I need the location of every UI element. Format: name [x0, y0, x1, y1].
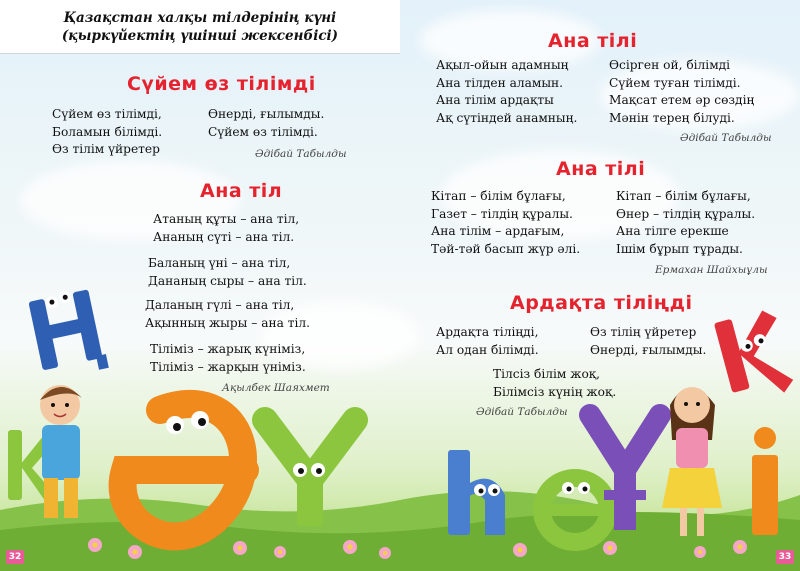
poem-line: Сүйем туған тілімді.: [609, 75, 741, 90]
poem-line: Өнерді, ғылымды.: [590, 342, 707, 357]
poem-line: Тілсіз білім жоқ,: [493, 367, 601, 381]
poem-title: Ана тілі: [556, 158, 646, 180]
poem-stanza: [493, 366, 616, 401]
poem-stanza: [150, 341, 306, 376]
letter-i-icon: [752, 427, 778, 535]
header-title: Қазақстан халқы тілдерінің күні: [63, 10, 337, 26]
poem-line: Тәй-тәй басып жүр әлі.: [431, 241, 581, 256]
poem-line: Сүйем өз тілімді,: [52, 107, 162, 121]
poem-title: Ана тілі: [548, 30, 638, 52]
poem-column: [431, 188, 580, 258]
poem-line: Атаның құты – ана тіл,: [153, 212, 300, 226]
poem-author: Ақылбек Шаяхмет: [222, 382, 330, 394]
poem-line: Газет – тілдің құралы.: [431, 206, 573, 221]
poem-line: Ал одан білімді.: [436, 342, 539, 357]
poem-column: [590, 324, 706, 359]
poem-line: Өз тілім үйретер: [52, 142, 160, 156]
page-header-banner: [0, 0, 400, 54]
poem-title: Ардақта тіліңді: [510, 292, 693, 314]
poem-line: Сүйем өз тілімді.: [208, 124, 318, 139]
poem-author: Әдібай Табылды: [680, 132, 772, 144]
poem-line: Боламын білімді.: [52, 124, 163, 139]
poem-line: Мәнін терең білуді.: [609, 110, 735, 125]
page-number: 33: [776, 550, 794, 564]
poem-stanza: [153, 211, 299, 246]
poem-line: Ардақта тіліңді,: [436, 325, 539, 339]
poem-column: [609, 57, 754, 127]
letter-k-icon: [714, 307, 796, 405]
poem-line: Ақ сүтіндей анамның.: [436, 110, 578, 125]
poem-line: Өсірген ой, білімді: [609, 58, 731, 72]
poem-line: Дананың сыры – ана тіл.: [148, 273, 307, 288]
poem-line: Даланың гүлі – ана тіл,: [145, 298, 295, 312]
poem-column: [52, 106, 162, 159]
poem-line: Тіліміз – жарқын үніміз.: [150, 359, 306, 374]
poem-line: Кітап – білім бұлағы,: [431, 189, 566, 203]
poem-line: Ішім бұрып тұрады.: [616, 241, 743, 256]
poem-line: Ана тілім ардақты: [436, 93, 554, 107]
boy-figure: [40, 385, 82, 518]
poem-author: Әдібай Табылды: [255, 148, 347, 160]
poem-title: Ана тіл: [200, 180, 283, 202]
poem-line: Ана тілден аламын.: [436, 75, 564, 90]
poem-line: Тіліміз – жарық күніміз,: [150, 342, 306, 356]
header-subtitle: (қыркүйектің үшінші жексенбісі): [61, 28, 339, 44]
poem-stanza: [148, 255, 307, 290]
poem-column: [436, 57, 577, 127]
poem-column: [436, 324, 539, 359]
poem-line: Ақыл-ойын адамның: [436, 58, 569, 72]
poem-line: Білімсіз күнің жоқ.: [493, 384, 617, 399]
poem-column: [616, 188, 755, 258]
poem-author: Ермахан Шайхыұлы: [655, 264, 768, 276]
poem-line: Мақсат етем әр сөздің: [609, 93, 755, 107]
page-number: 32: [6, 550, 24, 564]
poem-line: Өз тілің үйретер: [590, 325, 697, 339]
poem-stanza: [145, 297, 310, 332]
poem-line: Ақынның жыры – ана тіл.: [145, 315, 310, 330]
poem-line: Ана тілім – ардағым,: [431, 224, 565, 238]
poem-line: Кітап – білім бұлағы,: [616, 189, 751, 203]
poem-line: Өнер – тілдің құралы.: [616, 206, 756, 221]
poem-line: Ана тілге ерекше: [616, 224, 729, 238]
letter-ng-icon: [28, 286, 109, 382]
poem-author: Әдібай Табылды: [476, 406, 568, 418]
poem-title: Сүйем өз тілімді: [127, 73, 316, 95]
poem-line: Баланың үні – ана тіл,: [148, 256, 291, 270]
poem-line: Өнерді, ғылымды.: [208, 107, 325, 121]
poem-line: Ананың сүті – ана тіл.: [153, 229, 295, 244]
poem-column: [208, 106, 324, 141]
